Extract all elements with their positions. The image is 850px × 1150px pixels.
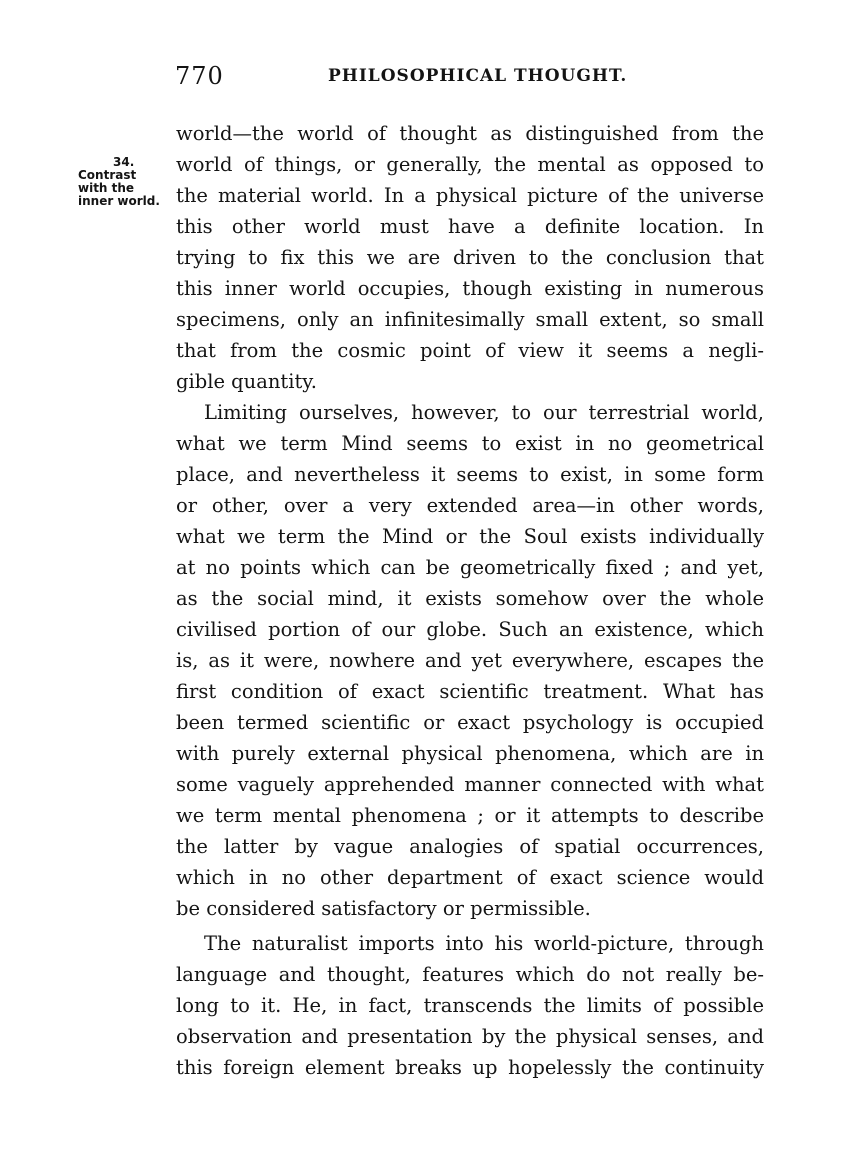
paragraph bbox=[176, 397, 764, 924]
running-head-title: PHILOSOPHICAL THOUGHT. bbox=[328, 66, 628, 86]
text-line: what we term the Mind or the Soul exists individually bbox=[176, 525, 764, 548]
text-line: place, and nevertheless it seems to exist, in some form bbox=[176, 463, 764, 486]
text-line: what we term Mind seems to exist in no geometrical bbox=[176, 432, 764, 455]
margin-sidenote bbox=[78, 156, 170, 208]
text-line: or other, over a very extended area—in other words, bbox=[176, 494, 764, 517]
text-line: first condition of exact scientific treatment. What has bbox=[176, 680, 764, 703]
sidenote-line: Contrast bbox=[78, 168, 137, 182]
text-line: language and thought, features which do not really be- bbox=[176, 963, 764, 986]
text-line: some vaguely apprehended manner connected with what bbox=[176, 773, 764, 796]
sidenote-line: with the bbox=[78, 181, 135, 195]
text-line: Limiting ourselves, however, to our terrestrial world, bbox=[204, 401, 764, 424]
text-line: with purely external physical phenomena, which are in bbox=[176, 742, 764, 765]
text-line: at no points which can be geometrically fixed ; and yet, bbox=[176, 556, 764, 579]
text-line: that from the cosmic point of view it seems a negli- bbox=[176, 339, 764, 362]
text-line: the material world. In a physical picture of the universe bbox=[176, 184, 764, 207]
text-line: we term mental phenomena ; or it attempts to describe bbox=[176, 804, 764, 827]
paragraph bbox=[176, 928, 764, 1083]
text-line: been termed scientific or exact psychology is occupied bbox=[176, 711, 764, 734]
text-line: gible quantity. bbox=[176, 370, 317, 393]
text-line: civilised portion of our globe. Such an existence, which bbox=[176, 618, 764, 641]
text-line: trying to fix this we are driven to the conclusion that bbox=[176, 246, 764, 269]
sidenote-number: 34. bbox=[113, 155, 135, 169]
sidenote-line: inner world. bbox=[78, 194, 160, 208]
text-line: world—the world of thought as distinguished from the bbox=[176, 122, 764, 145]
paragraph bbox=[176, 118, 764, 397]
text-line: this other world must have a definite location. In bbox=[176, 215, 764, 238]
text-line: The naturalist imports into his world-picture, through bbox=[204, 932, 764, 955]
text-line: the latter by vague analogies of spatial occurrences, bbox=[176, 835, 764, 858]
text-line: is, as it were, nowhere and yet everywhere, escapes the bbox=[176, 649, 764, 672]
text-line: be considered satisfactory or permissible. bbox=[176, 897, 591, 920]
text-line: which in no other department of exact science would bbox=[176, 866, 764, 889]
text-line: this inner world occupies, though existing in numerous bbox=[176, 277, 764, 300]
text-line: this foreign element breaks up hopelessly the continuity bbox=[176, 1056, 764, 1079]
body-text bbox=[176, 118, 764, 1083]
page-number: 770 bbox=[175, 62, 224, 90]
text-line: world of things, or generally, the mental as opposed to bbox=[176, 153, 764, 176]
text-line: as the social mind, it exists somehow over the whole bbox=[176, 587, 764, 610]
text-line: observation and presentation by the physical senses, and bbox=[176, 1025, 764, 1048]
text-line: specimens, only an infinitesimally small extent, so small bbox=[176, 308, 764, 331]
text-line: long to it. He, in fact, transcends the limits of possible bbox=[176, 994, 764, 1017]
